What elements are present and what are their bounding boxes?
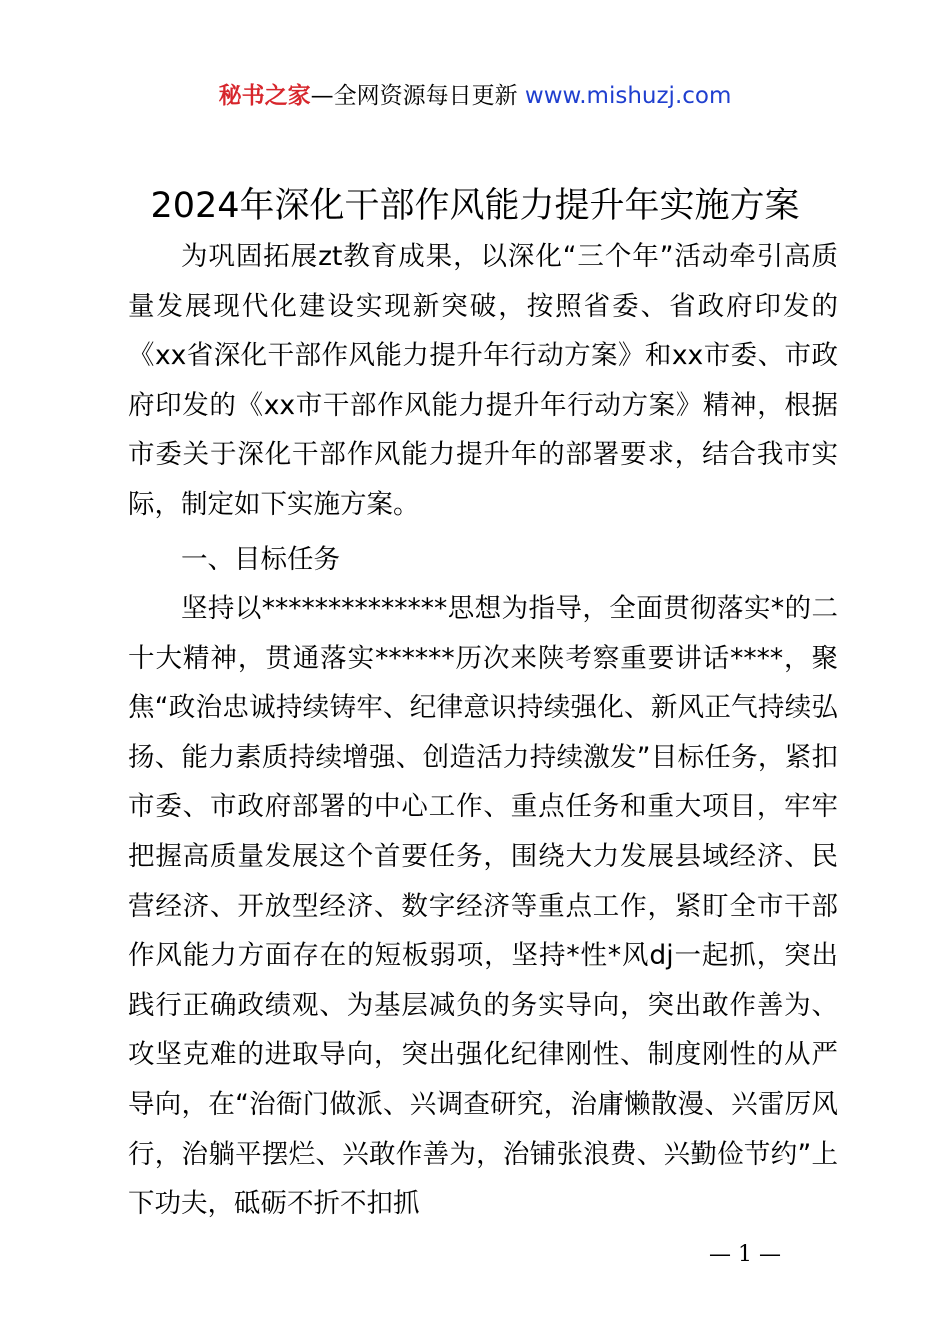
site-tagline: —全网资源每日更新 xyxy=(310,83,525,109)
site-brand: 秘书之家 xyxy=(218,83,311,109)
document-title: 2024年深化干部作风能力提升年实施方案 xyxy=(150,186,800,226)
intro-paragraph-block xyxy=(128,232,838,530)
section-paragraph: 坚持以**************思想为指导，全面贯彻落实*的二十大精神，贯通落实******历次来陕考察重要讲话****，聚焦“政治忠诚持续铸牢、纪律意识持续强化、新风正气持续弘扬、能力素质持续增强、创造活力持续激发”目标任务，紧扣市委、市政府部署的中心工作、重点任务和重大项目，牢牢把握高质量发展这个首要任务，围绕大力发展县域经济、民营经济、开放型经济、数字经济等重点工作，紧盯全市干部作风能力方面存在的短板弱项，坚持*性*风dj一起抓，突出践行正确政绩观、为基层减负的务实导向，突出敢作善为、攻坚克难的进取导向，突出强化纪律刚性、制度刚性的从严导向，在“治衙门做派、兴调查研究，治庸懒散漫、兴雷厉风行，治躺平摆烂、兴敢作善为，治铺张浪费、兴勤俭节约”上下功夫，砥砺不折不扣抓 xyxy=(128,593,838,1220)
intro-paragraph: 为巩固拓展zt教育成果，以深化“三个年”活动牵引高质量发展现代化建设实现新突破，按照省委、省政府印发的《xx省深化干部作风能力提升年行动方案》和xx市委、市政府印发的《xx市干部作风能力提升年行动方案》精神，根据市委关于深化干部作风能力提升年的部署要求，结合我市实际，制定如下实施方案。 xyxy=(128,241,838,520)
site-header xyxy=(0,80,950,112)
section-heading: 一、目标任务 xyxy=(181,544,340,575)
site-url-link[interactable]: www.mishuzj.com xyxy=(524,83,732,109)
section-body-block xyxy=(128,584,838,1229)
page-number: — 1 — xyxy=(709,1242,781,1267)
section-heading-block xyxy=(128,535,838,585)
